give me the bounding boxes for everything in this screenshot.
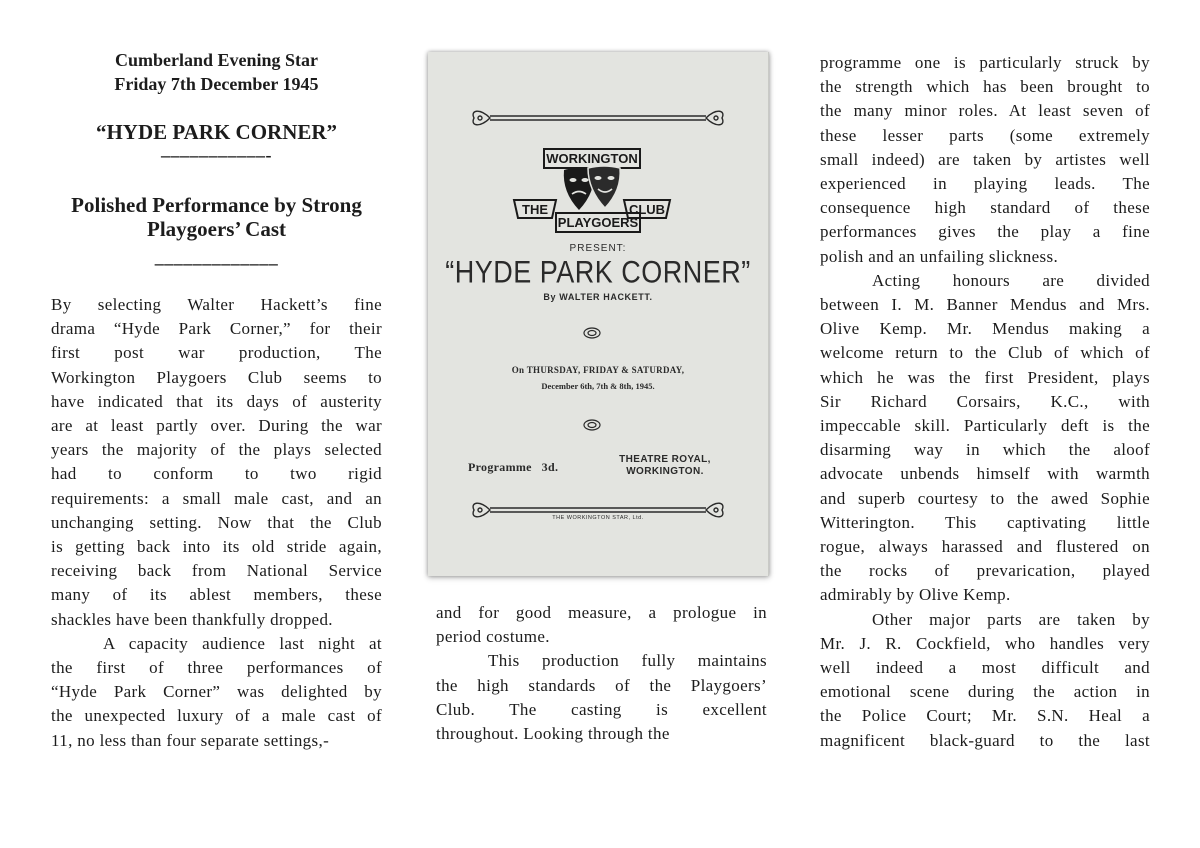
article-line: performances gives the play a fine: [820, 222, 1150, 242]
article-line: between I. M. Banner Mendus and Mrs.: [820, 295, 1150, 315]
article-line: shackles have been thankfully dropped.: [51, 609, 333, 629]
article-line: Olive Kemp. Mr. Mendus making a: [820, 319, 1150, 339]
article-line: the first of three performances of: [51, 658, 382, 678]
programme-venue-line1: THEATRE ROYAL,: [619, 454, 711, 465]
article-line: the unexpected luxury of a male cast of: [51, 706, 382, 726]
programme-dates-line1: On THURSDAY, FRIDAY & SATURDAY,: [511, 365, 685, 375]
programme-cover-image: [428, 52, 769, 576]
logo-text-the: THE: [522, 202, 548, 217]
article-line: receiving back from National Service: [51, 561, 382, 581]
article-line: Mr. J. R. Cockfield, who handles very: [820, 633, 1150, 653]
article-line: impeccable skill. Particularly deft is the: [820, 416, 1150, 436]
programme-author: By WALTER HACKETT.: [543, 292, 653, 302]
playgoers-logo: [514, 149, 670, 232]
article-line: requirements: a small male cast, and an: [51, 488, 382, 508]
article-line: drama “Hyde Park Corner,” for their: [51, 319, 382, 339]
article-line: Other major parts are taken by: [872, 609, 1150, 629]
article-line: admirably by Olive Kemp.: [820, 585, 1011, 605]
programme-title: “HYDE PARK CORNER”: [445, 254, 751, 290]
programme-venue: [610, 454, 720, 478]
headline: “HYDE PARK CORNER”: [95, 120, 338, 144]
article-line: well indeed a most difficult and: [820, 658, 1150, 678]
article-column-3: [820, 51, 1150, 753]
article-line: A capacity audience last night at: [103, 633, 382, 653]
article-line: Acting honours are divided: [872, 270, 1150, 290]
theatre-masks-icon: [564, 166, 620, 210]
divider-emblem-1: [584, 328, 600, 338]
programme-present: PRESENT:: [569, 243, 627, 254]
article-line: these lesser parts (some extremely: [820, 125, 1150, 145]
article-line: the strength which has been brought to: [820, 77, 1150, 97]
article-column-1: [51, 293, 382, 753]
programme-dates-line2: December 6th, 7th & 8th, 1945.: [541, 381, 655, 391]
logo-text-workington: WORKINGTON: [546, 151, 638, 166]
article-line: 11, no less than four separate settings,-: [51, 730, 330, 750]
article-line: welcome return to the Club of which of: [820, 343, 1150, 363]
logo-text-club: CLUB: [628, 202, 666, 217]
article-line: have indicated that its days of austerity: [51, 391, 382, 411]
publication-date: Friday 7th December 1945: [114, 74, 319, 94]
article-line: emotional scene during the action in: [820, 682, 1150, 702]
article-line: and for good measure, a prologue in: [436, 603, 767, 622]
article-line: By selecting Walter Hackett’s fine: [51, 295, 382, 314]
article-line: and superb courtesy to the awed Sophie: [820, 488, 1150, 508]
article-line: the high standards of the Playgoers’: [436, 675, 767, 695]
article-line: the rocks of prevarication, played: [820, 561, 1150, 581]
article-line: years the majority of the plays selected: [51, 440, 382, 460]
article-line: consequence high standard of these: [820, 198, 1150, 218]
article-line: had to conform to two rigid: [51, 464, 382, 484]
article-line: many of its ablest members, these: [51, 585, 382, 605]
article-line: “Hyde Park Corner” was delighted by: [51, 682, 382, 702]
divider-emblem-2: [584, 420, 600, 430]
article-line: polish and an unfailing slickness.: [820, 246, 1059, 266]
article-line: Club. The casting is excellent: [436, 699, 767, 719]
article-line: rogue, always harassed and flustered on: [820, 537, 1150, 557]
article-line: are at least partly over. During the war: [51, 416, 382, 436]
article-line: Sir Richard Corsairs, K.C., with: [820, 391, 1150, 411]
article-line: unchanging setting. Now that the Club: [51, 512, 382, 532]
masthead: [51, 48, 382, 96]
article-line: throughout. Looking through the: [436, 724, 670, 744]
article-line: experienced in playing leads. The: [820, 174, 1150, 194]
article-line: Workington Playgoers Club seems to: [51, 367, 382, 387]
article-line: period costume.: [436, 627, 550, 647]
article-line: the many minor roles. At least seven of: [820, 101, 1150, 121]
headline-rule: –––––––––––-: [161, 145, 272, 165]
newspaper-name: Cumberland Evening Star: [114, 50, 319, 70]
programme-price: Programme 3d.: [468, 460, 559, 474]
programme-printer: THE WORKINGTON STAR, Ltd.: [552, 515, 644, 521]
article-line: which he was the first President, plays: [820, 367, 1150, 387]
article-line: advocate unbends himself with warmth: [820, 464, 1150, 484]
article-line: first post war production, The: [51, 343, 382, 363]
article-line: the Police Court; Mr. S.N. Heal a: [820, 706, 1150, 726]
programme-ornaments: [428, 52, 768, 576]
article-line: magnificent black-guard to the last: [820, 730, 1150, 750]
subheadline-rule: –––––––––––––: [154, 253, 279, 273]
article-line: programme one is particularly struck by: [820, 53, 1150, 72]
article-line: is getting back into its old stride again,: [51, 537, 382, 557]
article-line: small indeed) are taken by artistes well: [820, 149, 1150, 169]
article-line: Witterington. This captivating little: [820, 512, 1150, 532]
article-line: disarming way in which the aloof: [820, 440, 1150, 460]
article-column-2: [436, 601, 767, 746]
logo-text-playgoers: PLAYGOERS: [557, 215, 639, 230]
subheadline: Polished Performance by Strong Playgoers’ Cast: [71, 193, 362, 241]
top-ornament: [473, 111, 723, 125]
programme-venue-line2: WORKINGTON.: [626, 466, 704, 477]
article-line: This production fully maintains: [488, 651, 767, 671]
